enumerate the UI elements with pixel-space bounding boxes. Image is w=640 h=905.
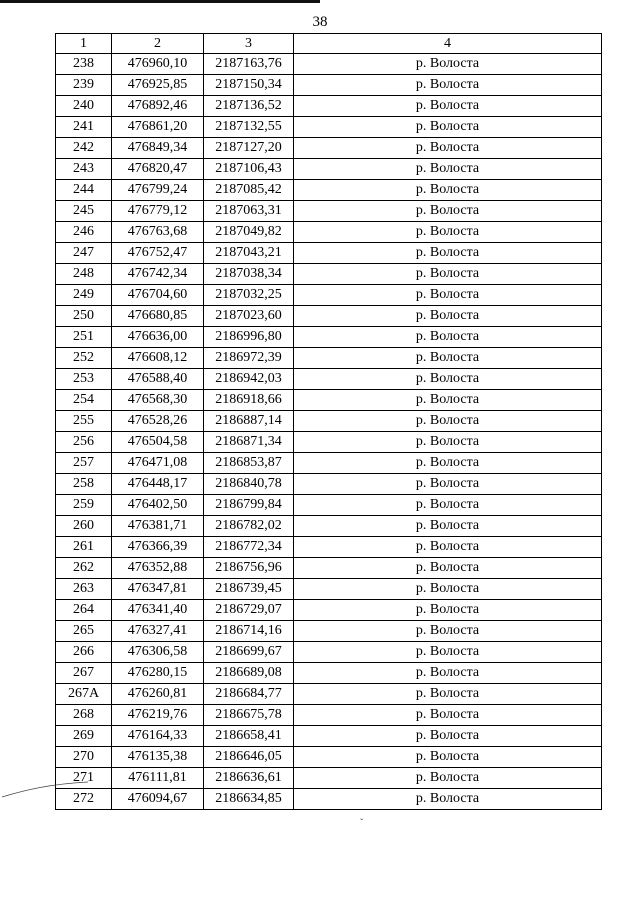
description-cell: р. Волоста <box>294 159 602 180</box>
table-row <box>56 348 602 369</box>
point-number-cell: 265 <box>56 621 112 642</box>
x-coordinate-cell: 476402,50 <box>112 495 204 516</box>
description-cell: р. Волоста <box>294 327 602 348</box>
y-coordinate-cell: 2186756,96 <box>204 558 294 579</box>
description-cell: р. Волоста <box>294 495 602 516</box>
table-row <box>56 117 602 138</box>
table-row <box>56 54 602 75</box>
x-coordinate-cell: 476381,71 <box>112 516 204 537</box>
table-row <box>56 642 602 663</box>
y-coordinate-cell: 2186972,39 <box>204 348 294 369</box>
table-row <box>56 705 602 726</box>
table-row <box>56 684 602 705</box>
x-coordinate-cell: 476528,26 <box>112 411 204 432</box>
description-cell: р. Волоста <box>294 117 602 138</box>
table-row <box>56 453 602 474</box>
table-row <box>56 369 602 390</box>
description-cell: р. Волоста <box>294 663 602 684</box>
x-coordinate-cell: 476779,12 <box>112 201 204 222</box>
x-coordinate-cell: 476820,47 <box>112 159 204 180</box>
y-coordinate-cell: 2186699,67 <box>204 642 294 663</box>
description-cell: р. Волоста <box>294 474 602 495</box>
point-number-cell: 261 <box>56 537 112 558</box>
point-number-cell: 271 <box>56 768 112 789</box>
description-cell: р. Волоста <box>294 558 602 579</box>
y-coordinate-cell: 2186646,05 <box>204 747 294 768</box>
description-cell: р. Волоста <box>294 348 602 369</box>
table-row <box>56 96 602 117</box>
table-row <box>56 264 602 285</box>
y-coordinate-cell: 2187023,60 <box>204 306 294 327</box>
x-coordinate-cell: 476341,40 <box>112 600 204 621</box>
table-row <box>56 579 602 600</box>
table-row <box>56 432 602 453</box>
table-row <box>56 201 602 222</box>
description-cell: р. Волоста <box>294 306 602 327</box>
x-coordinate-cell: 476306,58 <box>112 642 204 663</box>
table-row <box>56 243 602 264</box>
point-number-cell: 247 <box>56 243 112 264</box>
x-coordinate-cell: 476680,85 <box>112 306 204 327</box>
y-coordinate-cell: 2186684,77 <box>204 684 294 705</box>
y-coordinate-cell: 2186636,61 <box>204 768 294 789</box>
point-number-cell: 248 <box>56 264 112 285</box>
table-row <box>56 411 602 432</box>
point-number-cell: 252 <box>56 348 112 369</box>
table-row <box>56 726 602 747</box>
y-coordinate-cell: 2186658,41 <box>204 726 294 747</box>
x-coordinate-cell: 476352,88 <box>112 558 204 579</box>
description-cell: р. Волоста <box>294 390 602 411</box>
table-row <box>56 558 602 579</box>
point-number-cell: 263 <box>56 579 112 600</box>
description-cell: р. Волоста <box>294 96 602 117</box>
description-cell: р. Волоста <box>294 516 602 537</box>
point-number-cell: 267 <box>56 663 112 684</box>
table-row <box>56 516 602 537</box>
x-coordinate-cell: 476219,76 <box>112 705 204 726</box>
table-header <box>56 34 602 54</box>
description-cell: р. Волоста <box>294 600 602 621</box>
table-row <box>56 285 602 306</box>
x-coordinate-cell: 476752,47 <box>112 243 204 264</box>
point-number-cell: 251 <box>56 327 112 348</box>
y-coordinate-cell: 2186634,85 <box>204 789 294 810</box>
y-coordinate-cell: 2186689,08 <box>204 663 294 684</box>
description-cell: р. Волоста <box>294 201 602 222</box>
point-number-cell: 272 <box>56 789 112 810</box>
point-number-cell: 268 <box>56 705 112 726</box>
scan-mark: ˇ <box>360 818 364 829</box>
x-coordinate-cell: 476164,33 <box>112 726 204 747</box>
description-cell: р. Волоста <box>294 264 602 285</box>
point-number-cell: 269 <box>56 726 112 747</box>
description-cell: р. Волоста <box>294 138 602 159</box>
y-coordinate-cell: 2186714,16 <box>204 621 294 642</box>
description-cell: р. Волоста <box>294 75 602 96</box>
point-number-cell: 266 <box>56 642 112 663</box>
point-number-cell: 267А <box>56 684 112 705</box>
point-number-cell: 259 <box>56 495 112 516</box>
description-cell: р. Волоста <box>294 222 602 243</box>
table-row <box>56 747 602 768</box>
point-number-cell: 238 <box>56 54 112 75</box>
y-coordinate-cell: 2186739,45 <box>204 579 294 600</box>
table-row <box>56 75 602 96</box>
y-coordinate-cell: 2187038,34 <box>204 264 294 285</box>
description-cell: р. Волоста <box>294 747 602 768</box>
table-row <box>56 306 602 327</box>
x-coordinate-cell: 476094,67 <box>112 789 204 810</box>
table-body <box>56 54 602 810</box>
y-coordinate-cell: 2186675,78 <box>204 705 294 726</box>
point-number-cell: 239 <box>56 75 112 96</box>
y-coordinate-cell: 2187132,55 <box>204 117 294 138</box>
table-row <box>56 789 602 810</box>
description-cell: р. Волоста <box>294 243 602 264</box>
description-cell: р. Волоста <box>294 369 602 390</box>
point-number-cell: 240 <box>56 96 112 117</box>
x-coordinate-cell: 476636,00 <box>112 327 204 348</box>
x-coordinate-cell: 476135,38 <box>112 747 204 768</box>
x-coordinate-cell: 476111,81 <box>112 768 204 789</box>
point-number-cell: 243 <box>56 159 112 180</box>
description-cell: р. Волоста <box>294 705 602 726</box>
x-coordinate-cell: 476849,34 <box>112 138 204 159</box>
point-number-cell: 250 <box>56 306 112 327</box>
table-row <box>56 180 602 201</box>
description-cell: р. Волоста <box>294 768 602 789</box>
y-coordinate-cell: 2186772,34 <box>204 537 294 558</box>
y-coordinate-cell: 2187150,34 <box>204 75 294 96</box>
point-number-cell: 260 <box>56 516 112 537</box>
table-row <box>56 474 602 495</box>
y-coordinate-cell: 2186918,66 <box>204 390 294 411</box>
header-col-4: 4 <box>294 34 602 54</box>
x-coordinate-cell: 476763,68 <box>112 222 204 243</box>
x-coordinate-cell: 476861,20 <box>112 117 204 138</box>
x-coordinate-cell: 476568,30 <box>112 390 204 411</box>
x-coordinate-cell: 476799,24 <box>112 180 204 201</box>
x-coordinate-cell: 476704,60 <box>112 285 204 306</box>
page-number: 38 <box>312 14 328 30</box>
point-number-cell: 258 <box>56 474 112 495</box>
description-cell: р. Волоста <box>294 54 602 75</box>
y-coordinate-cell: 2187163,76 <box>204 54 294 75</box>
y-coordinate-cell: 2187032,25 <box>204 285 294 306</box>
header-col-2: 2 <box>112 34 204 54</box>
description-cell: р. Волоста <box>294 537 602 558</box>
table-row <box>56 663 602 684</box>
y-coordinate-cell: 2187085,42 <box>204 180 294 201</box>
y-coordinate-cell: 2187127,20 <box>204 138 294 159</box>
point-number-cell: 264 <box>56 600 112 621</box>
point-number-cell: 249 <box>56 285 112 306</box>
x-coordinate-cell: 476260,81 <box>112 684 204 705</box>
table-row <box>56 222 602 243</box>
description-cell: р. Волоста <box>294 579 602 600</box>
table-row <box>56 495 602 516</box>
x-coordinate-cell: 476448,17 <box>112 474 204 495</box>
description-cell: р. Волоста <box>294 180 602 201</box>
description-cell: р. Волоста <box>294 432 602 453</box>
description-cell: р. Волоста <box>294 684 602 705</box>
y-coordinate-cell: 2186887,14 <box>204 411 294 432</box>
y-coordinate-cell: 2186782,02 <box>204 516 294 537</box>
y-coordinate-cell: 2187043,21 <box>204 243 294 264</box>
point-number-cell: 262 <box>56 558 112 579</box>
description-cell: р. Волоста <box>294 453 602 474</box>
x-coordinate-cell: 476588,40 <box>112 369 204 390</box>
y-coordinate-cell: 2186729,07 <box>204 600 294 621</box>
top-rule <box>0 0 320 3</box>
point-number-cell: 246 <box>56 222 112 243</box>
table-row <box>56 327 602 348</box>
y-coordinate-cell: 2186996,80 <box>204 327 294 348</box>
description-cell: р. Волоста <box>294 642 602 663</box>
header-col-3: 3 <box>204 34 294 54</box>
description-cell: р. Волоста <box>294 789 602 810</box>
table-row <box>56 768 602 789</box>
description-cell: р. Волоста <box>294 726 602 747</box>
y-coordinate-cell: 2187049,82 <box>204 222 294 243</box>
x-coordinate-cell: 476347,81 <box>112 579 204 600</box>
point-number-cell: 244 <box>56 180 112 201</box>
y-coordinate-cell: 2186799,84 <box>204 495 294 516</box>
y-coordinate-cell: 2187106,43 <box>204 159 294 180</box>
x-coordinate-cell: 476280,15 <box>112 663 204 684</box>
point-number-cell: 256 <box>56 432 112 453</box>
y-coordinate-cell: 2186942,03 <box>204 369 294 390</box>
header-row <box>56 34 602 54</box>
table-row <box>56 537 602 558</box>
point-number-cell: 253 <box>56 369 112 390</box>
coordinates-table <box>55 33 602 810</box>
x-coordinate-cell: 476608,12 <box>112 348 204 369</box>
x-coordinate-cell: 476925,85 <box>112 75 204 96</box>
point-number-cell: 270 <box>56 747 112 768</box>
point-number-cell: 241 <box>56 117 112 138</box>
point-number-cell: 254 <box>56 390 112 411</box>
description-cell: р. Волоста <box>294 411 602 432</box>
x-coordinate-cell: 476960,10 <box>112 54 204 75</box>
y-coordinate-cell: 2187063,31 <box>204 201 294 222</box>
y-coordinate-cell: 2187136,52 <box>204 96 294 117</box>
y-coordinate-cell: 2186840,78 <box>204 474 294 495</box>
table-row <box>56 159 602 180</box>
table-row <box>56 621 602 642</box>
point-number-cell: 257 <box>56 453 112 474</box>
table-row <box>56 600 602 621</box>
point-number-cell: 245 <box>56 201 112 222</box>
x-coordinate-cell: 476742,34 <box>112 264 204 285</box>
y-coordinate-cell: 2186853,87 <box>204 453 294 474</box>
x-coordinate-cell: 476327,41 <box>112 621 204 642</box>
point-number-cell: 242 <box>56 138 112 159</box>
x-coordinate-cell: 476892,46 <box>112 96 204 117</box>
x-coordinate-cell: 476504,58 <box>112 432 204 453</box>
point-number-cell: 255 <box>56 411 112 432</box>
x-coordinate-cell: 476471,08 <box>112 453 204 474</box>
header-col-1: 1 <box>56 34 112 54</box>
y-coordinate-cell: 2186871,34 <box>204 432 294 453</box>
description-cell: р. Волоста <box>294 285 602 306</box>
scan-pen-stroke <box>0 770 90 800</box>
description-cell: р. Волоста <box>294 621 602 642</box>
x-coordinate-cell: 476366,39 <box>112 537 204 558</box>
table-row <box>56 138 602 159</box>
table-row <box>56 390 602 411</box>
